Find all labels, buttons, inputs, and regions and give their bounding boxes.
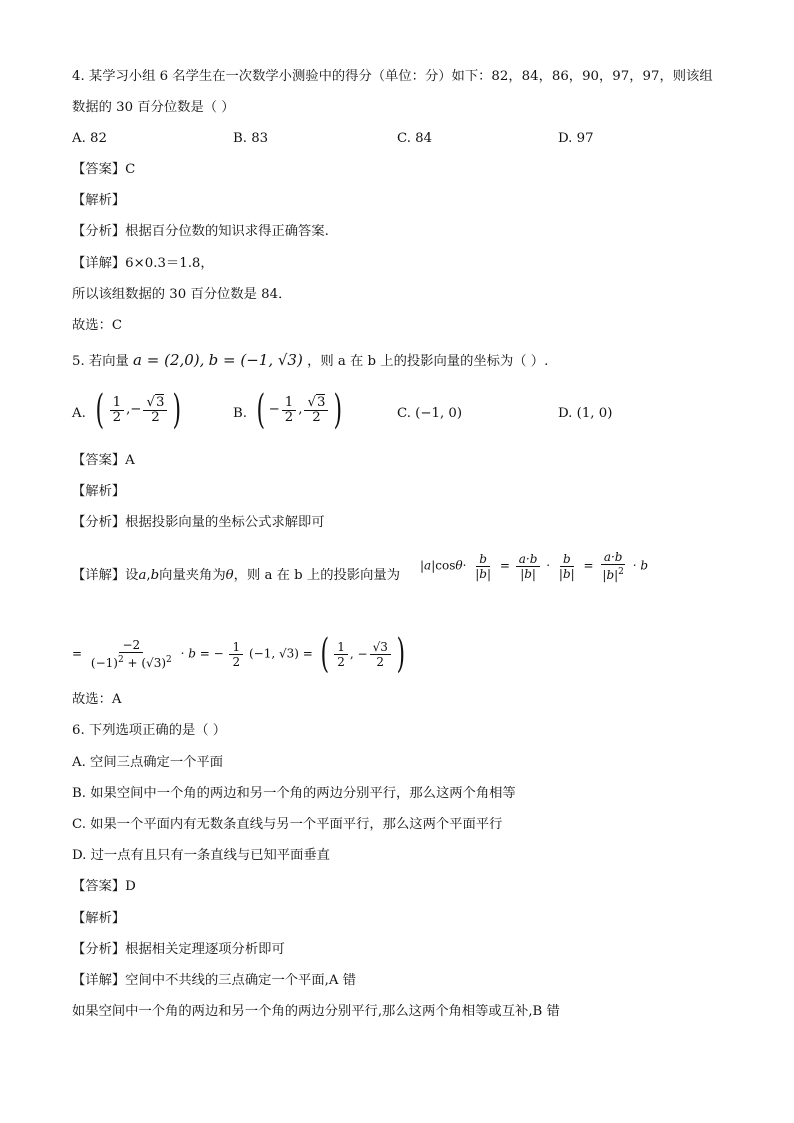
q4-answer: 【答案】C [72,162,136,177]
q5-option-a [72,406,86,422]
q5-option-a-label: A. [72,406,86,421]
q4-stem-line2: 数据的 30 百分位数是（ ） [72,100,235,115]
q4-choose: 故选：C [72,318,123,333]
q4-option-b: B. 83 [233,131,269,146]
q5-xiangjie-mid: 向量夹角为 [159,568,226,583]
q6-jiexi: 【解析】 [72,911,126,926]
q5-fenxi: 【分析】根据投影向量的坐标公式求解即可 [72,515,325,530]
q4-stem-line1: 4. 某学习小组 6 名学生在一次数学小测验中的得分（单位：分）如下：82，84，86，90，97，97，则该组 [72,69,713,84]
q5-option-b-label: B. [233,406,247,421]
q5-option-b-expr: ( − $\frac{1}{2}$ , $\frac{√3}{2}$ ) [256,387,343,433]
q4-result: 所以该组数据的 30 百分位数是 84． [72,287,292,302]
q6-answer: 【答案】D [72,879,136,894]
q5-theta: θ [225,568,234,583]
q6-option-a: A. 空间三点确定一个平面 [72,755,224,770]
q5-stem-prefix: 5. 若向量 [72,354,129,369]
q6-option-c: C. 如果一个平面内有无数条直线与另一个平面平行，那么这两个平面平行 [72,817,503,832]
q4-option-a: A. 82 [72,131,107,146]
q4-jiexi: 【解析】 [72,193,126,208]
q5-stem [72,352,548,370]
q5-computation: = $\frac{-2}{(-1)^2 + (√3)^2}$ · b = − $\frac{1}{2}$ (−1, √3) = ( $\frac{1}{2}$ , − $\frac{√3}{2}$ ) [72,631,405,677]
q4-fenxi: 【分析】根据百分位数的知识求得正确答案. [72,224,329,239]
q6-fenxi: 【分析】根据相关定理逐项分析即可 [72,942,285,957]
q4-option-c: C. 84 [397,131,433,146]
q5-xiangjie-suffix: ，则 a 在 b 上的投影向量为 [233,568,400,583]
q5-choose: 故选：A [72,692,122,707]
q4-option-d: D. 97 [558,131,594,146]
q6-stem: 6. 下列选项正确的是（ ） [72,723,227,738]
q6-xiangjie: 【详解】空间中不共线的三点确定一个平面,A 错 [72,973,356,988]
q5-option-b [233,406,247,422]
q5-stem-vector-b: b = (−1, √3) [208,351,303,369]
q5-option-a-expr: ( $\frac{1}{2}$ ,− $\frac{√3}{2}$ ) [95,387,182,433]
q5-option-d: D. (1, 0) [558,406,613,421]
q5-stem-vector-a: a = (2,0), [133,351,205,369]
q6-option-b: B. 如果空间中一个角的两边和另一个角的两边分别平行，那么这两个角相等 [72,786,516,801]
q6-line-b: 如果空间中一个角的两边和另一个角的两边分别平行,那么这两个角相等或互补,B 错 [72,1004,560,1019]
q5-jiexi: 【解析】 [72,484,126,499]
q5-xiangjie-prefix: 【详解】设 [72,568,139,583]
q5-answer: 【答案】A [72,453,135,468]
q5-xiangjie: 【详解】设a,b向量夹角为θ，则 a 在 b 上的投影向量为 [72,568,400,583]
q5-option-c: C. (−1, 0) [397,406,463,421]
q5-stem-suffix: ，则 a 在 b 上的投影向量的坐标为（ ）. [307,354,549,369]
q4-xiangjie: 【详解】6×0.3＝1.8， [72,256,214,271]
q5-projection-formula: |a|cosθ· $\frac{b}{|b|}$ = $\frac{a\cdot b}{|b|}$ · $\frac{b}{|b|}$ = $\frac{a\cdot b}{|b|^2}$ · b [420,550,649,582]
q6-option-d: D. 过一点有且只有一条直线与已知平面垂直 [72,848,330,863]
